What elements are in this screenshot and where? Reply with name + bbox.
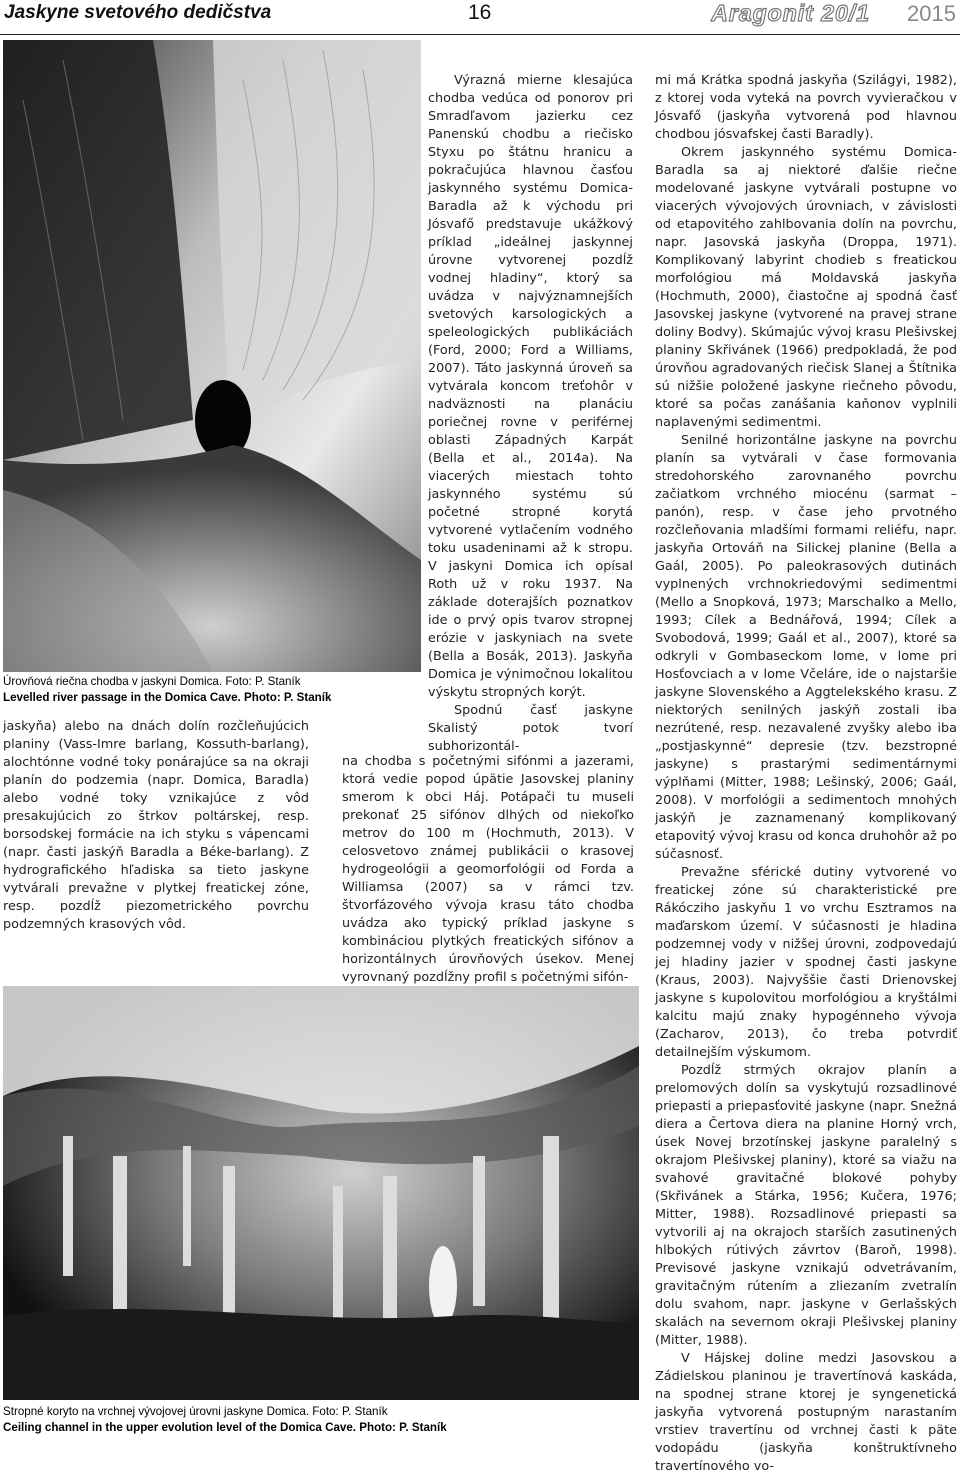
paragraph: Výrazná mierne klesajúca chodba vedúca od ponorov pri Smradľavom jazierku cez Panenskú chodbu a riečisko Styxu po štátnu hranicu a pokračujúca hlavnou časťou jaskynného systému Domica-Baradla až k východu pri Jósvafő predstavuje ukážkový príklad „ideálnej jaskynnej úrovne vytvorenej pozdĺž vodnej hladiny“, ktorý sa uvádza v najvýznamnejších svetových karsologických a speleologických publikáciách (Ford, 2000; Ford a Williams, 2007). Táto jaskynná úroveň sa vytvárala koncom treťohôr v nadväznosti na planáciu poriečnej rovne v periférnej oblasti Západných Karpát (Bella et al., 2014a). Na viacerých miestach tohto jaskynného systému sú početné stropné korytá vytvorené vytlačením vodného toku usadeninami až k stropu. V jaskyni Domica ich opísal Roth už v roku 1937. Na základe doterajších poznatkov ide o prvý opis tvarov stropnej erózie v jaskyniach na svete (Bella a Bosák, 2013). Jaskyňa Domica je výnimočnou lokalitou výskytu stropných korýt. (428, 73, 633, 700)
paragraph: Senilné horizontálne jaskyne na povrchu planín sa vytvárali v čase formovania stredohorského zarovnaného povrchu začiatkom vrchného miocénu (sarmat – panón), resp. v čase jeho prvotného rozčleňovania mladšími formami reliéfu, napr. jaskyňa Ortováň na Silickej planine (Bella a Gaál, 2005). Po paleokrasových dutinách vyplnených vrchnokriedovými sedimentmi (Mello a Snopková, 1973; Marschalko a Mello, 1993; Cílek a Bednářová, 1994; Cílek a Svobodová, 1999; Gaál et al., 2007), ktoré sa odkryli v Gombaseckom lome, v lome pri Hosťovciach a v lome Včeláre, ide o najstaršie jaskyne Slovenského a Aggtelekského krasu. Z niektorých senilných jaskýň zostali iba nezrútené, resp. nezavalené zvyšky alebo iba „postjaskynné“ depresie (tzv. bezstropné jaskyne) s prastarými sedimentárnymi výplňami (Mitter, 1988; Lešinský, 2006; Gaál, 2008). V morfológii a sedimentoch mnohých jaskýň je zaznamenaný komplikovaný etapovitý vývoj krasu od konca druhohôr až po súčasnosť. (655, 433, 957, 862)
figure1-caption (3, 674, 423, 706)
page-header (0, 0, 960, 35)
figure1-caption-en: Levelled river passage in the Domica Cave. Photo: P. Staník (3, 691, 332, 704)
figure2-caption-sk: Stropné koryto na vrchnej vývojovej úrovni jaskyne Domica. Foto: P. Staník (3, 1405, 388, 1418)
figure1-caption-sk: Úrovňová riečna chodba v jaskyni Domica. Foto: P. Staník (3, 675, 301, 688)
right-column-text (655, 72, 957, 1476)
figure2-caption (3, 1404, 639, 1436)
left-column-text (3, 718, 309, 934)
series-title: Jaskyne svetového dedičstva (4, 2, 272, 23)
paragraph: V Hájskej doline medzi Jasovskou a Zádielskou planinou je travertínová kaskáda, na spodnej strane ktorej je syngenetická jaskyňa vytvorená postupným narastaním vrstiev travertínu od vrchnej časti k päte vodopádu (jaskyňa konštruktívneho travertínového vo- (655, 1351, 957, 1474)
paragraph: Spodnú časť jaskyne Skalistý potok tvorí subhorizontál- (428, 703, 633, 754)
magazine-year: 2015 (907, 1, 956, 26)
paragraph: mi má Krátka spodná jaskyňa (Szilágyi, 1982), z ktorej voda vyteká na povrch vyvieračkou v Jósvafő (jaskyňa vytvorená pod hlavnou chodbou jósvafskej časti Baradly). (655, 73, 957, 142)
figure2-caption-en: Ceiling channel in the upper evolution level of the Domica Cave. Photo: P. Staník (3, 1421, 447, 1434)
cave-passage-photo (3, 40, 421, 672)
paragraph: jaskyňa) alebo na dnách dolín rozčleňujúcich planiny (Vass-Imre barlang, Kossuth-barlang), alochtónne vodné toky ponárajúce sa na okraji planín do podzemia (napr. Domica, Baradla) alebo vodné toky vznikajúce z vôd presakujúcich zo štrkov poltárskej, resp. borsodskej formácie na ich styku s vápencami (napr. časti jaskýň Baradla a Béke-barlang). Z hydrografického hľadiska sa tieto jaskyne vytvárali prevažne v plytkej freatickej zóne, resp. pozdĺž piezometrického povrchu podzemných krasových vôd. (3, 719, 309, 932)
ceiling-channel-photo (3, 986, 639, 1400)
paragraph: Prevažne sférické dutiny vytvorené vo freatickej zóne sú charakteristické pre Rákócziho jaskyňu 1 vo vrchu Esztramos na maďarskom území. V súčasnosti je hladina podzemnej vody v nižšej úrovni, zodpovedajú jej hladiny jazier v spodnej časti jaskyne (Kraus, 2003). Najvyššie časti Drienovskej jaskyne s kupolovitou morfológiou a kryštálmi kalcitu majú znaky hypogénneho vývoja (Zacharov, 2013), čo treba potvrdiť detailnejším výskumom. (655, 865, 957, 1060)
paragraph: Okrem jaskynného systému Domica-Baradla sa aj niektoré ďalšie riečne modelované jaskyne vytvárali postupne vo viacerých vývojových úrovniach, v závislosti od etapovitého zahlbovania dolín na povrchu, napr. Jasovská jaskyňa (Droppa, 1971). Komplikovaný labyrint chodieb s freatickou morfológiou má Moldavská jaskyňa (Hochmuth, 2000), čiastočne aj spodná časť Jasovskej jaskyne (vytvorené na pravej strane doliny Bodvy). Skúmajúc vývoj krasu Plešivskej planiny Skřivánek (1966) predpokladá, že pod úrovňou agradovaných riečisk Slanej a Štítnika sú nižšie položené jaskyne riečneho pôvodu, ktoré sa počas zanášania kaňonov vyplnili naplavenými sedimentmi. (655, 145, 957, 430)
page-number: 16 (468, 1, 492, 24)
middle-column-text (428, 72, 633, 756)
paragraph: Pozdĺž strmých okrajov planín a prelomových dolín sa vyskytujú rozsadlinové priepasti a priepasťovité jaskyne (napr. Snežná diera a Čertova diera na planine Horný vrch, úsek Novej brzotínskej jaskyne paralelný s okrajom Plešivskej planiny), ktoré sa viažu na svahové gravitačné blokové pohyby (Skřivánek a Stárka, 1956; Kučera, 1976; Mitter, 1988). Rozsadlinové priepasti sa vytvorili aj na okrajoch starších zasutinených hlbokých rútivých závrtov (Baroň, 1998). Previsové jaskyne vznikajú odvetrávaním, gravitačným rútením a zliezaním zvetralín dolu svahom, napr. jaskyne v Gerlašských skalách na severnom okraji Plešivskej planiny (Mitter, 1988). (655, 1063, 957, 1348)
middle-column-text-continued (342, 753, 634, 987)
magazine-title: Aragonit 20/1 (711, 0, 870, 26)
paragraph: na chodba s početnými sifónmi a jazerami, ktorá vedie popod úpätie Jasovskej planiny smerom k obci Háj. Potápači tu museli prekonať 25 sifónov dlhých od niekoľko metrov do 100 m (Hochmuth, 2013). V celosvetovo známej publikácii o krasovej hydrogeológii a geomorfológii od Forda a Williamsa (2007) sa v rámci tzv. štvorfázového vývoja krasu táto chodba uvádza ako typický príklad jaskyne s kombináciou plytkých freatických sifónov a horizontálnych úrovňových úsekov. Menej vyrovnaný pozdĺžny profil s početnými sifón- (342, 754, 634, 985)
